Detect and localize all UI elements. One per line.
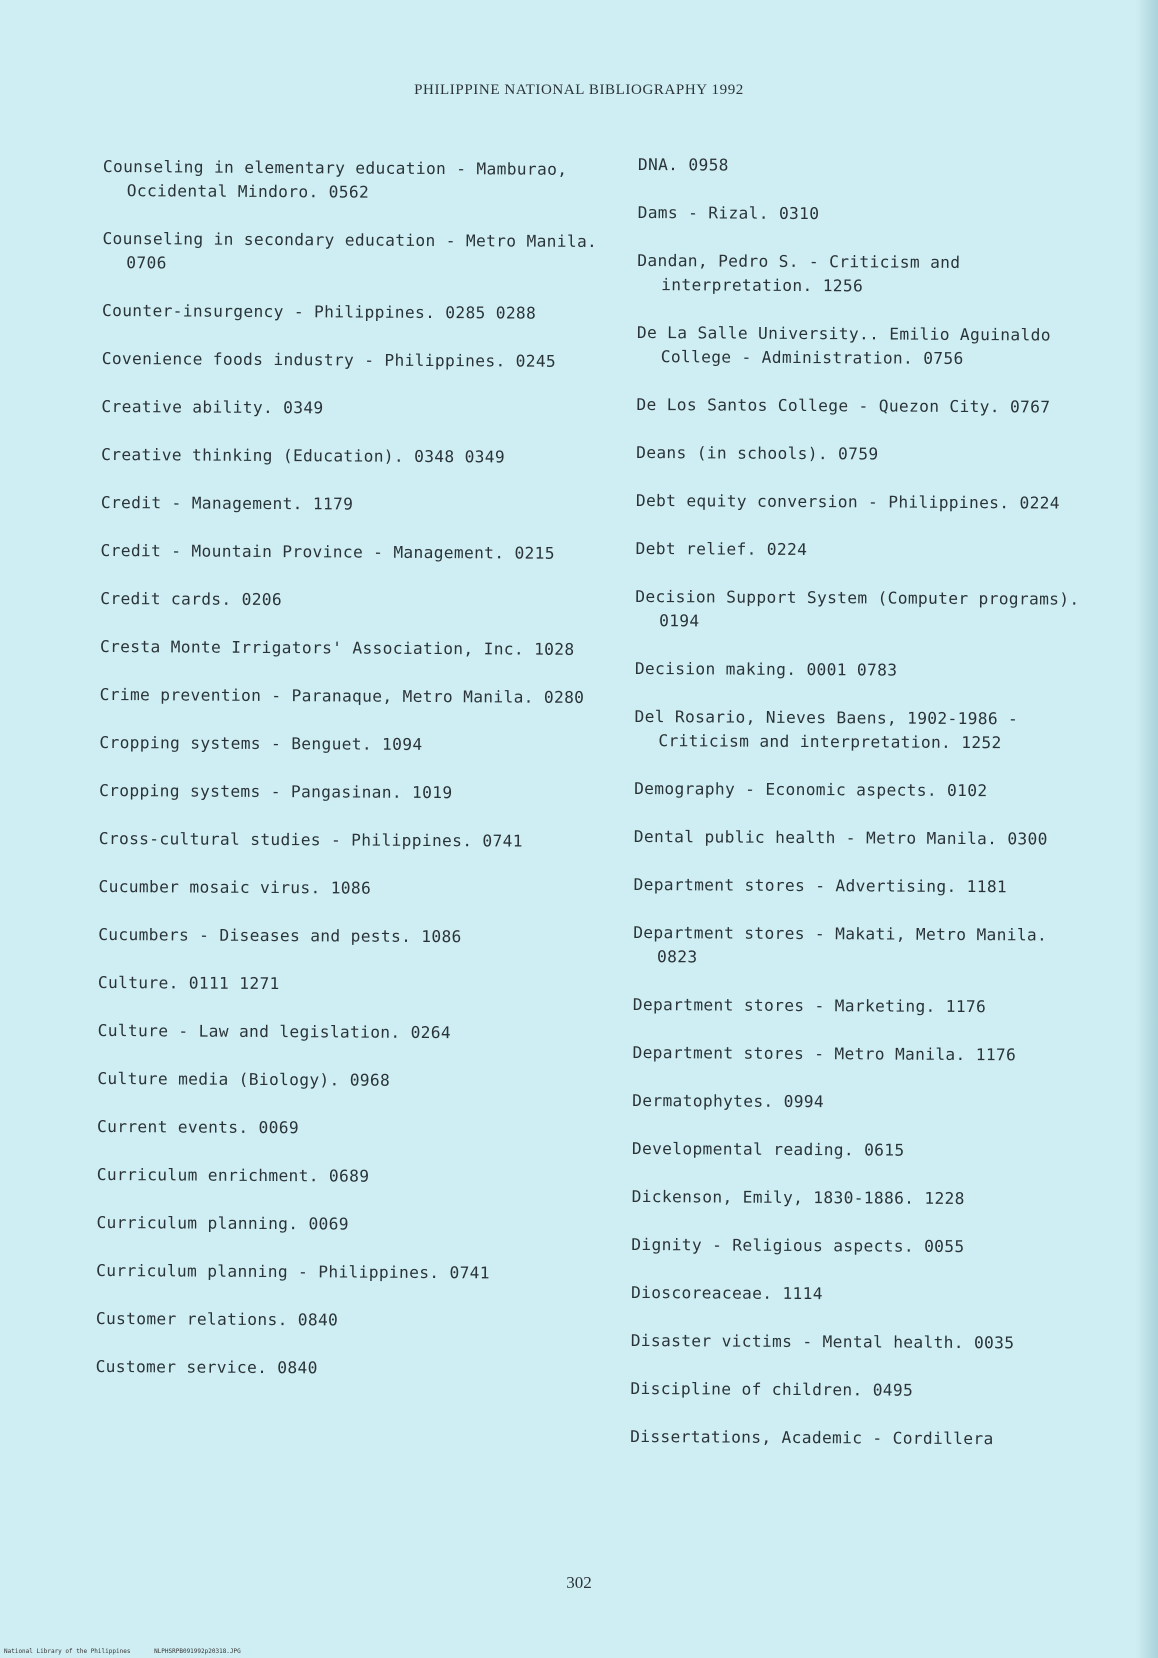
- index-column-right: [630, 153, 1098, 1476]
- index-entry: Dioscoreaceae. 1114: [630, 1282, 823, 1304]
- index-entry: Culture. 0111 1271: [97, 972, 280, 994]
- index-entry: Counter-insurgency - Philippines. 0285 0288: [101, 300, 537, 323]
- index-entry: Covenience foods industry - Philippines. 0245: [101, 348, 557, 371]
- index-entry: Curriculum planning. 0069: [96, 1212, 349, 1234]
- footer-library: National Library of the Philippines: [4, 1648, 131, 1655]
- index-entry: Culture - Law and legislation. 0264: [97, 1020, 452, 1043]
- index-entry: DNA. 0958: [637, 154, 729, 175]
- index-entry: Counseling in elementary education - Mamburao, Occidental Mindoro. 0562: [102, 156, 568, 202]
- index-entry: Decision making. 0001 0783: [634, 658, 898, 680]
- index-entry: Cucumber mosaic virus. 1086: [98, 876, 372, 898]
- index-column-left: [95, 155, 603, 1406]
- index-entry: Department stores - Advertising. 1181: [633, 874, 1008, 897]
- index-entry: Customer relations. 0840: [95, 1308, 339, 1330]
- index-entry: Credit cards. 0206: [100, 588, 283, 610]
- index-entry: Debt equity conversion - Philippines. 0224: [635, 490, 1060, 513]
- index-entry: Creative ability. 0349: [101, 396, 324, 418]
- scan-footer: [4, 1648, 261, 1655]
- index-entry: Credit - Management. 1179: [100, 492, 354, 514]
- index-entry: Dandan, Pedro S. - Criticism and interpretation. 1256: [637, 250, 961, 296]
- index-entry: Department stores - Metro Manila. 1176: [632, 1042, 1017, 1065]
- index-entry: Dental public health - Metro Manila. 0300: [633, 826, 1048, 849]
- index-entry: Debt relief. 0224: [635, 538, 808, 560]
- index-entry: Cropping systems - Benguet. 1094: [99, 732, 423, 754]
- index-entry: Credit - Mountain Province - Management. 0215: [100, 540, 555, 563]
- index-entry: De La Salle University.. Emilio Aguinaldo College - Administration. 0756: [636, 322, 1051, 368]
- index-entry: Dignity - Religious aspects. 0055: [631, 1234, 965, 1257]
- index-entry: Decision Support System (Computer programs). 0194: [635, 586, 1080, 631]
- index-entry: Culture media (Biology). 0968: [97, 1068, 391, 1090]
- index-entry: Cross-cultural studies - Philippines. 0741: [98, 828, 523, 851]
- index-entry: Demography - Economic aspects. 0102: [634, 778, 988, 801]
- index-entry: Dickenson, Emily, 1830-1886. 1228: [631, 1186, 965, 1209]
- index-entry: Cropping systems - Pangasinan. 1019: [99, 780, 453, 803]
- index-entry: Curriculum enrichment. 0689: [96, 1164, 370, 1186]
- index-entry: De Los Santos College - Quezon City. 0767: [636, 394, 1051, 417]
- index-entry: Curriculum planning - Philippines. 0741: [96, 1260, 490, 1283]
- index-entry: Dissertations, Academic - Cordillera: [630, 1426, 994, 1449]
- index-entry: Developmental reading. 0615: [631, 1138, 905, 1160]
- index-entry: Deans (in schools). 0759: [636, 442, 879, 464]
- index-entry: Cucumbers - Diseases and pests. 1086: [98, 924, 462, 947]
- index-entry: Discipline of children. 0495: [630, 1378, 914, 1400]
- index-entry: Dams - Rizal. 0310: [637, 202, 820, 224]
- index-entry: Disaster victims - Mental health. 0035: [630, 1330, 1015, 1353]
- index-entry: Dermatophytes. 0994: [632, 1090, 825, 1112]
- page-header: PHILIPPINE NATIONAL BIBLIOGRAPHY 1992: [414, 82, 744, 98]
- index-entry: Current events. 0069: [97, 1116, 300, 1138]
- page-number: 302: [566, 1573, 592, 1592]
- footer-filename: NLPHSRPB091992p20318.JPG: [154, 1648, 241, 1655]
- index-entry: Customer service. 0840: [95, 1356, 318, 1378]
- index-entry: Cresta Monte Irrigators' Association, Inc. 1028: [99, 636, 575, 659]
- index-entry: Counseling in secondary education - Metro Manila. 0706: [102, 228, 598, 273]
- index-entry: Department stores - Makati, Metro Manila. 0823: [633, 922, 1048, 967]
- page-edge-shadow: [1136, 0, 1158, 1658]
- index-entry: Department stores - Marketing. 1176: [632, 994, 987, 1017]
- index-entry: Crime prevention - Paranaque, Metro Manila. 0280: [99, 684, 585, 707]
- index-entry: Del Rosario, Nieves Baens, 1902-1986 - Criticism and interpretation. 1252: [634, 706, 1019, 753]
- index-entry: Creative thinking (Education). 0348 0349: [101, 444, 506, 467]
